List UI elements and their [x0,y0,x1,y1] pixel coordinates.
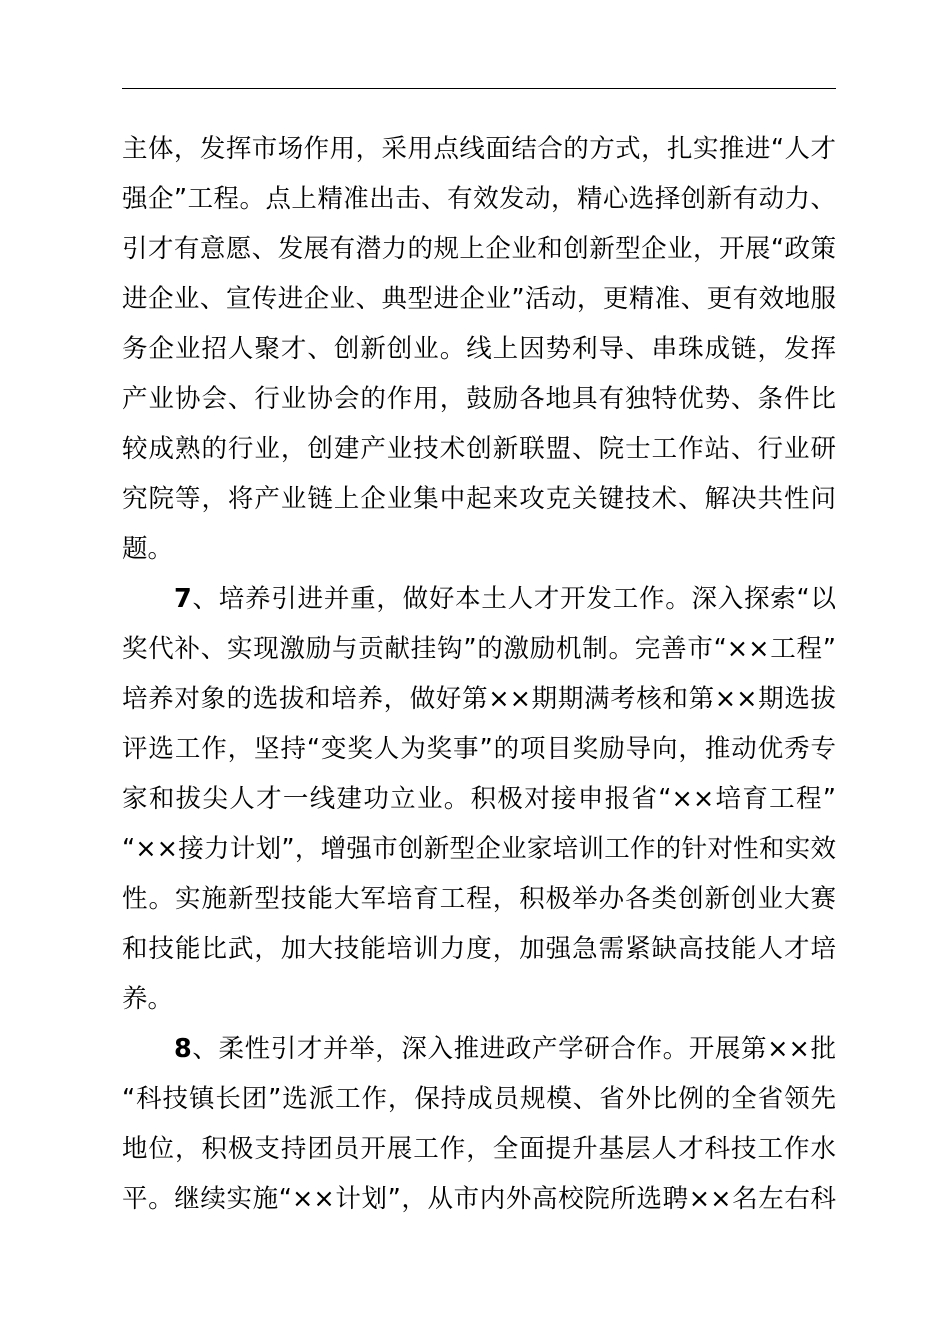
text-line: 家和拔尖人才一线建功立业。积极对接申报省“××培育工程” [122,784,836,814]
text-line [122,1024,836,1074]
text-line [122,574,836,624]
text-line: 题。 [122,534,174,564]
text-line: 务企业招人聚才、创新创业。线上因势利导、串珠成链，发挥 [122,334,836,364]
text-line: “××接力计划”，增强市创新型企业家培训工作的针对性和实效 [122,834,836,864]
text-line: 平。继续实施“××计划”，从市内外高校院所选聘××名左右科 [122,1184,836,1214]
item-number: 8 [174,1034,192,1064]
document-body [122,124,836,1224]
text-line: 较成熟的行业，创建产业技术创新联盟、院士工作站、行业研 [122,434,836,464]
text-line: 强企”工程。点上精准出击、有效发动，精心选择创新有动力、 [122,184,836,214]
text-line: 主体，发挥市场作用，采用点线面结合的方式，扎实推进“人才 [122,134,836,164]
header-rule [122,88,836,89]
item-number: 7 [174,584,192,614]
paragraph-7 [122,574,836,1024]
text-line: 和技能比武，加大技能培训力度，加强急需紧缺高技能人才培 [122,934,836,964]
text-line: 养。 [122,984,174,1014]
item-heading-text: 、柔性引才并举，深入推进政产学研合作。开展第××批 [191,1034,836,1064]
text-line: 地位，积极支持团员开展工作，全面提升基层人才科技工作水 [122,1134,836,1164]
paragraph-8 [122,1024,836,1224]
text-line: 进企业、宣传进企业、典型进企业”活动，更精准、更有效地服 [122,284,836,314]
text-line: 性。实施新型技能大军培育工程，积极举办各类创新创业大赛 [122,884,836,914]
text-line: 培养对象的选拔和培养，做好第××期期满考核和第××期选拔 [122,684,836,714]
text-line: 评选工作，坚持“变奖人为奖事”的项目奖励导向，推动优秀专 [122,734,836,764]
text-line: 产业协会、行业协会的作用，鼓励各地具有独特优势、条件比 [122,384,836,414]
text-line: 奖代补、实现激励与贡献挂钩”的激励机制。完善市“××工程” [122,634,836,664]
text-line: “科技镇长团”选派工作，保持成员规模、省外比例的全省领先 [122,1084,836,1114]
paragraph-continuation [122,124,836,574]
item-heading-text: 、培养引进并重，做好本土人才开发工作。深入探索“以 [191,584,836,614]
text-line: 究院等，将产业链上企业集中起来攻克关键技术、解决共性问 [122,484,836,514]
text-line: 引才有意愿、发展有潜力的规上企业和创新型企业，开展“政策 [122,234,836,264]
